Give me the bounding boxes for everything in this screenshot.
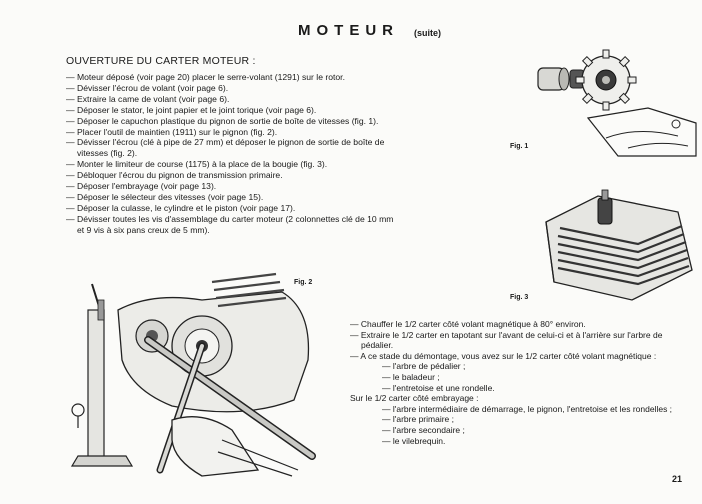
fig1-caption: Fig. 1 [510, 143, 529, 150]
procedure-steps [66, 72, 396, 236]
fig1-illustration [528, 48, 698, 158]
page-number: 21 [672, 474, 683, 484]
note-subitem: — le vilebrequin. [382, 435, 446, 446]
step-item: — Dévisser l'écrou (clé à pipe de 27 mm) et déposer le pignon de sortie de boîte de vitesses (fig. 2). [66, 137, 385, 159]
fig3-caption: Fig. 3 [510, 294, 529, 301]
note-subitem: — l'arbre secondaire ; [382, 424, 465, 435]
note-subitem: — le baladeur ; [382, 371, 440, 382]
step-item: — Extraire la came de volant (voir page 6). [66, 93, 230, 104]
step-item: — Placer l'outil de maintien (1911) sur le pignon (fig. 2). [66, 126, 278, 137]
note-subitem: — l'arbre de pédalier ; [382, 361, 466, 372]
note-subheading: Sur le 1/2 carter côté embrayage : [350, 393, 479, 404]
note-subitem: — l'entretoise et une rondelle. [382, 382, 495, 393]
fig3-illustration [528, 182, 696, 304]
step-item: — Déposer le stator, le joint papier et le joint torique (voir page 6). [66, 104, 317, 115]
step-item: — Déposer la culasse, le cylindre et le piston (voir page 17). [66, 202, 296, 213]
step-item: — Moteur déposé (voir page 20) placer le serre-volant (1291) sur le rotor. [66, 72, 345, 82]
fig2-caption: Fig. 2 [294, 279, 313, 286]
fig2-illustration [62, 270, 340, 478]
disassembly-notes [350, 319, 680, 446]
step-item: — Dévisser toutes les vis d'assemblage du carter moteur (2 colonnettes clé de 10 mm et 9 vis à six pans creux de 5 mm). [66, 213, 394, 235]
step-item: — Monter le limiteur de course (1175) à la place de la bougie (fig. 3). [66, 159, 328, 170]
step-item: — Déposer l'embrayage (voir page 13). [66, 181, 217, 192]
note-subitem: — l'arbre primaire ; [382, 414, 455, 425]
step-item: — Déposer le sélecteur des vitesses (voir page 15). [66, 191, 264, 202]
page-title: MOTEUR [298, 22, 399, 39]
step-item: — Débloquer l'écrou du pignon de transmission primaire. [66, 170, 283, 181]
section-heading: OUVERTURE DU CARTER MOTEUR : [66, 55, 256, 67]
step-item: — Déposer le capuchon plastique du pignon de sortie de boîte de vitesses (fig. 1). [66, 115, 379, 126]
note-item: — Chauffer le 1/2 carter côté volant magnétique à 80° environ. [350, 319, 586, 329]
note-item: — Extraire le 1/2 carter en tapotant sur l'avant de celui-ci et à l'arrière sur l'arbre de pédalier. [350, 329, 663, 351]
page-title-suffix: (suite) [414, 28, 441, 38]
note-subitem: — l'arbre intermédiaire de démarrage, le pignon, l'entretoise et les rondelles ; [382, 403, 673, 414]
step-item: — Dévisser l'écrou de volant (voir page 6). [66, 82, 229, 93]
note-item: — A ce stade du démontage, vous avez sur le 1/2 carter côté volant magnétique : [350, 350, 657, 361]
